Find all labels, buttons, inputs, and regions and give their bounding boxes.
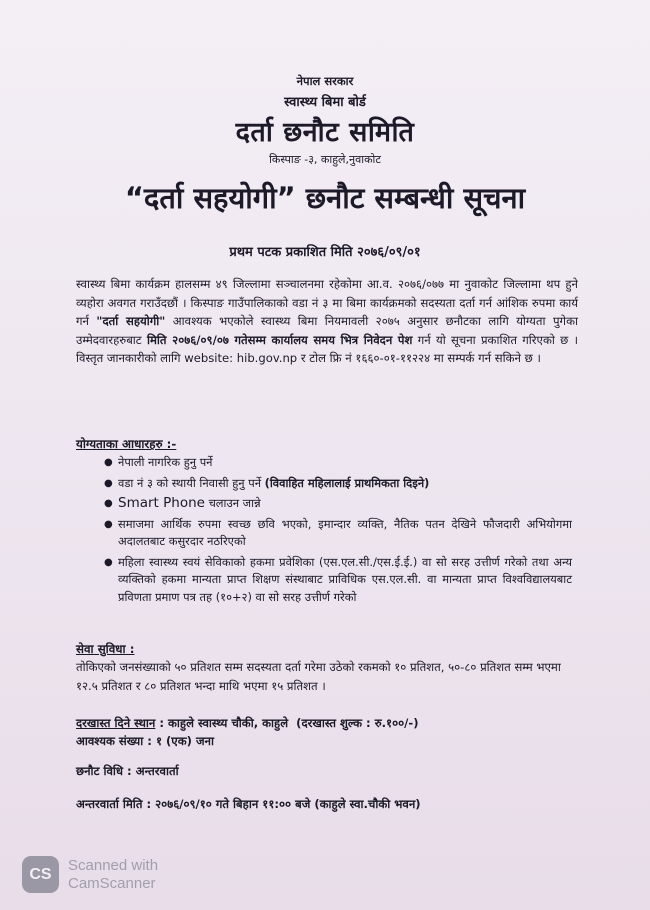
required-count: आवश्यक संख्या : १ (एक) जना <box>76 734 214 748</box>
interview-date: अन्तरवार्ता मिति : २०७६/०९/१० गते बिहान ११:०० बजे (काहुले स्वा.चौकी भवन) <box>76 797 421 811</box>
government-name: नेपाल सरकार <box>296 74 354 88</box>
deadline: मिति २०७६/०९/०७ गतेसम्म कार्यालय समय भित्र निवेदन पेश <box>146 332 413 347</box>
notice-title: “दर्ता सहयोगी” छनौट सम्बन्धी सूचना <box>124 181 526 215</box>
role-name: "दर्ता सहयोगी" <box>96 314 166 329</box>
selection-method: छनौट विधि : अन्तरवार्ता <box>76 764 179 778</box>
committee-title: दर्ता छनौट समिति <box>235 117 415 148</box>
website-label: website: <box>184 351 234 366</box>
intro-text: आवश्यक भएकोले स्वास्थ्य बिमा नियमावली २०७५ अनुसार छनौटका लागि योग्यता पुगेका उम्मेदवारहरुबाट <box>76 314 578 347</box>
intro-text: गर्न यो सूचना प्रकाशित गरिएको छ । विस्तृत जानकारीको लागि <box>76 332 578 366</box>
camscanner-watermark: Scanned with CamScanner <box>68 857 159 892</box>
application-place: दरखास्त दिने स्थान : काहुले स्वास्थ्य चौकी, काहुले (दरखास्त शुल्क : रु.१००/-) <box>76 716 419 730</box>
application-fee: (दरखास्त शुल्क : रु.१००/-) <box>296 716 419 730</box>
qualifications-heading: योग्यताका आधारहरु :- <box>76 437 177 451</box>
publication-date: प्रथम पटक प्रकाशित मिति २०७६/०९/०१ <box>229 245 421 260</box>
camscanner-logo-icon: CS <box>22 856 59 893</box>
service-text: तोकिएको जनसंख्याको ५० प्रतिशत सम्म सदस्यता दर्ता गरेमा उठेको रकमको १० प्रतिशत, ५०-८० प्रतिशत सम्म भएमा १२.५ प्रतिशत र ८० प्रतिशत भन्दा माथि भएमा १५ प्रतिशत । <box>76 660 561 693</box>
service-heading: सेवा सुविधा : <box>76 642 135 656</box>
website-link[interactable]: hib.gov.np <box>236 351 298 366</box>
list-item: ● समाजमा आर्थिक रुपमा स्वच्छ छवि भएको, इमान्दार व्यक्ति, नैतिक पतन देखिने फौजदारी अभियोगमा अदालतबाट कसुरदार नठरिएको <box>104 516 572 551</box>
list-item: ● Smart Phone चलाउन जान्ने <box>104 495 572 513</box>
intro-text: स्वास्थ्य बिमा कार्यक्रम हालसम्म ४९ जिल्लामा सञ्चालनमा रहेकोमा आ.व. २०७६/०७७ मा नुवाकोट जिल्लामा थप हुने व्यहोरा अवगत गराउँदछौं । किस्पाङ गाउँपालिकाको वडा नं ३ मा बिमा कार्यक्रमको सदस्यता दर्ता गर्न आंशिक रुपमा कार्य गर्न <box>76 277 578 329</box>
board-name: स्वास्थ्य बिमा बोर्ड <box>284 95 366 110</box>
office-address: किस्पाङ -३, काहुले,नुवाकोट <box>269 153 381 166</box>
list-item: ● वडा नं ३ को स्थायी निवासी हुनु पर्ने (विवाहित महिलालाई प्राथमिकता दिइने) <box>104 475 572 493</box>
qualifications-list <box>104 454 572 609</box>
list-item: ● नेपाली नागरिक हुनु पर्ने <box>104 454 572 472</box>
intro-text: र टोल फ्रि नं १६६०-०१-११२२४ मा सम्पर्क गर्न सकिने छ । <box>297 351 541 366</box>
list-item: ● महिला स्वास्थ्य स्वयं सेविकाको हकमा प्रवेशिका (एस.एल.सी./एस.ई.ई.) वा सो सरह उत्तीर्ण गरेको तथा अन्य व्यक्तिको हकमा मान्यता प्राप्त शिक्षण संस्थाबाट प्राविधिक एस.एल.सी. वा मान्यता प्राप्त विश्वविद्यालयबाट प्रविणता प्रमाण पत्र तह (१०+२) वा सो सरह उत्तीर्ण गरेको <box>104 554 572 607</box>
intro-paragraph <box>76 275 578 368</box>
